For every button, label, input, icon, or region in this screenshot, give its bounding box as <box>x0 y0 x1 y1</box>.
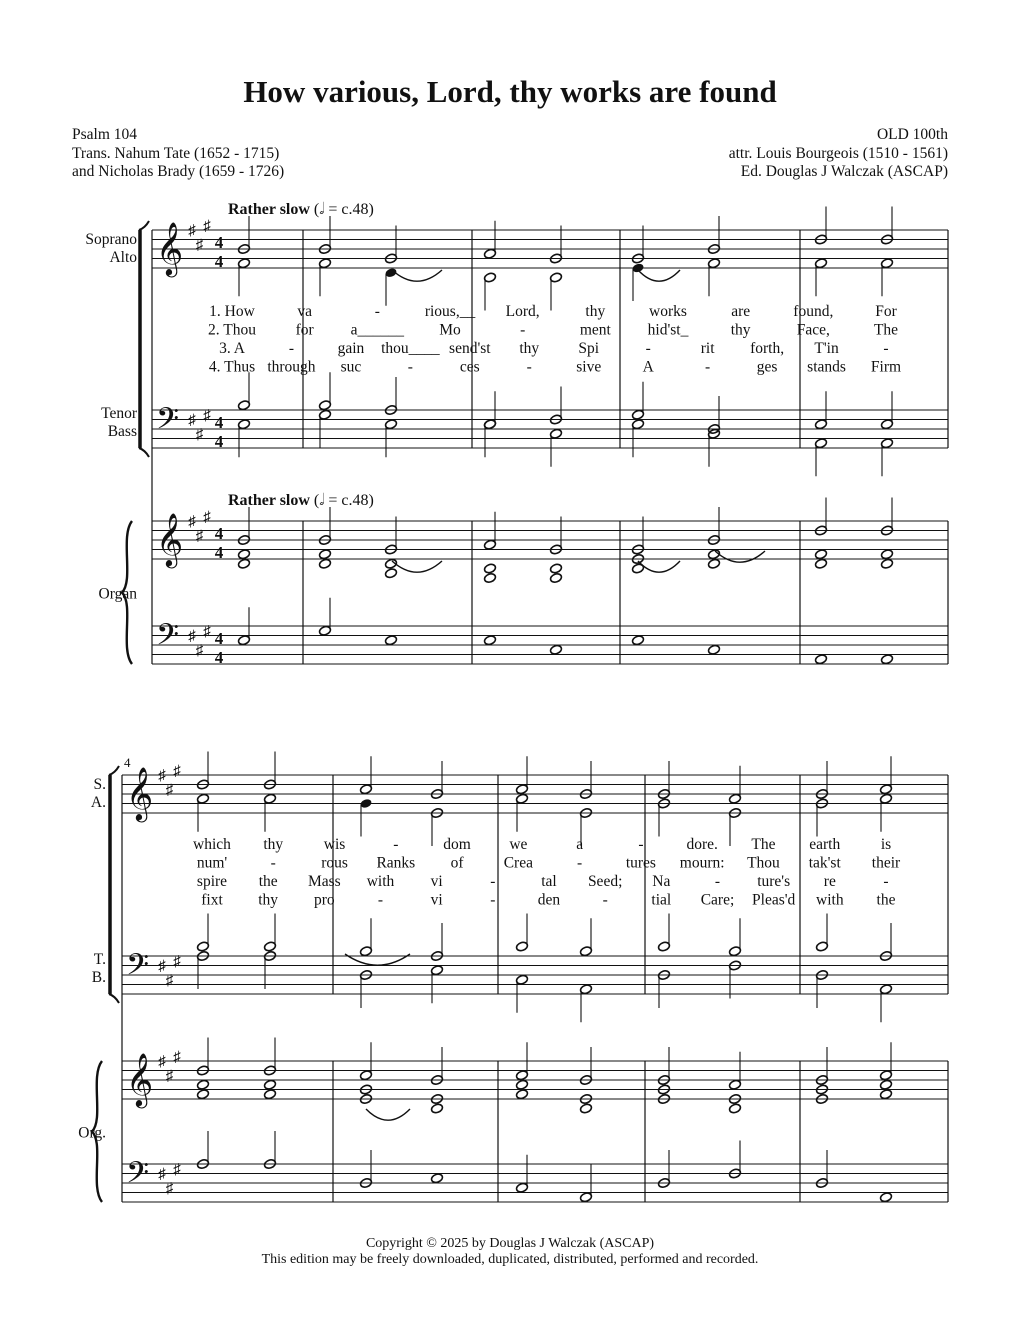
lyric-syllable: 2. Thou <box>208 321 256 339</box>
sharp-icon: ♯ <box>165 972 174 989</box>
half-note <box>430 1173 443 1184</box>
lyric-syllable: Lord, <box>505 303 540 320</box>
time-signature-top: 4 <box>214 233 224 252</box>
lyric-syllable: - <box>645 340 651 357</box>
lyric-syllable: Mass <box>307 873 341 890</box>
lyric-syllable: - <box>520 321 526 339</box>
lyric-syllable: - <box>577 854 583 872</box>
lyric-syllable: - <box>288 340 295 357</box>
lyric-syllable: - <box>490 891 496 909</box>
lyric-syllable: spire <box>196 873 228 890</box>
lyric-syllable: with <box>816 891 844 909</box>
lyric-syllable: Pleas'd <box>752 891 796 909</box>
lyric-syllable: A <box>642 358 654 376</box>
lyric-syllable: stands <box>807 358 846 376</box>
time-signature-top: 4 <box>214 413 224 432</box>
half-note <box>707 558 720 569</box>
lyric-syllable: suc <box>340 358 362 376</box>
half-note <box>263 1089 276 1100</box>
slur <box>392 561 442 572</box>
copyright-footer <box>0 1236 1020 1268</box>
half-note <box>237 549 250 560</box>
lyric-syllable: Mo <box>439 321 461 339</box>
copyright-line: Copyright © 2025 by Douglas J Walczak (ASCAP) <box>365 1236 655 1251</box>
lyric-syllable: The <box>873 321 899 339</box>
sharp-icon: ♯ <box>195 237 204 254</box>
half-note <box>515 1089 528 1100</box>
tune-name: OLD 100th <box>876 126 948 143</box>
translator-credit-2: and Nicholas Brady (1659 - 1726) <box>72 163 285 180</box>
half-note <box>483 635 496 646</box>
sharp-icon: ♯ <box>188 223 196 239</box>
sharp-icon: ♯ <box>195 642 204 659</box>
lyric-syllable: - <box>638 836 644 853</box>
lyric-syllable: - <box>490 873 496 890</box>
staff-label-alto: Alto <box>109 249 137 266</box>
staff-label-soprano: Soprano <box>85 231 137 248</box>
half-note <box>318 558 331 569</box>
half-note <box>318 549 331 560</box>
treble-clef-icon: 𝄞 <box>156 223 184 275</box>
half-note <box>384 568 397 579</box>
slur <box>392 270 442 281</box>
lyric-syllable: Face, <box>796 321 830 339</box>
slur <box>638 561 680 572</box>
half-note <box>814 549 827 560</box>
sharp-icon: ♯ <box>165 1180 174 1197</box>
sharp-icon: ♯ <box>203 509 211 526</box>
staff-label-organ: Organ <box>98 585 137 603</box>
half-note <box>549 563 562 574</box>
lyric-syllable: rous <box>321 854 348 872</box>
tempo-marking: Rather slow (𝅗𝅥 = c.48) <box>228 201 374 218</box>
half-note <box>579 1103 592 1114</box>
half-note <box>814 654 827 665</box>
license-line: This edition may be freely downloaded, duplicated, distributed, performed and recorded. <box>261 1252 759 1267</box>
lyric-syllable: vi <box>430 891 443 909</box>
half-note <box>515 1079 528 1090</box>
lyric-syllable: fixt <box>201 891 223 909</box>
time-signature-top: 4 <box>214 524 224 543</box>
lyric-syllable: Na <box>652 873 671 890</box>
lyric-syllable: earth <box>809 836 841 853</box>
sharp-icon: ♯ <box>195 528 204 545</box>
lyric-syllable: found, <box>793 303 834 320</box>
bass-clef-icon: 𝄢 <box>126 948 150 989</box>
lyric-syllable: thy <box>585 303 606 320</box>
lyric-syllable: T'in <box>814 340 839 357</box>
lyric-syllable: through <box>267 358 316 376</box>
lyric-syllable: ces <box>459 358 480 376</box>
half-note <box>879 1079 892 1090</box>
lyric-syllable: for <box>295 321 314 339</box>
staff-label-organ: Org. <box>78 1124 106 1142</box>
time-signature-bottom: 4 <box>214 543 224 562</box>
bass-clef-icon: 𝄢 <box>156 618 180 659</box>
bracket-hook <box>139 448 149 457</box>
staff-label-tenor: Tenor <box>101 405 137 422</box>
staff-label-bass: B. <box>91 969 106 986</box>
lyric-syllable: - <box>602 891 608 909</box>
sharp-icon: ♯ <box>165 1068 174 1085</box>
sharp-icon: ♯ <box>188 514 196 530</box>
lyric-syllable: - <box>374 303 380 320</box>
lyric-syllable: are <box>731 303 751 320</box>
translator-credit: Trans. Nahum Tate (1652 - 1715) <box>72 144 280 162</box>
lyric-syllable: va <box>297 303 312 320</box>
half-note <box>263 1079 276 1090</box>
half-note <box>707 644 720 655</box>
lyric-syllable: wis <box>323 836 346 853</box>
lyric-syllable: The <box>751 836 776 853</box>
lyric-syllable: we <box>509 836 528 853</box>
sharp-icon: ♯ <box>203 623 211 640</box>
lyric-syllable: 1. How <box>209 303 255 320</box>
lyric-syllable: 4. Thus <box>208 358 256 376</box>
lyric-syllable: hid'st_ <box>647 321 689 339</box>
page-title: How various, Lord, thy works are found <box>243 74 777 109</box>
lyric-syllable: dom <box>443 836 471 853</box>
half-note <box>549 572 562 583</box>
half-note <box>879 1089 892 1100</box>
lyric-syllable: vi <box>430 873 443 890</box>
bracket-hook <box>109 766 119 775</box>
time-signature-bottom: 4 <box>214 432 224 451</box>
composer-credit: attr. Louis Bourgeois (1510 - 1561) <box>728 144 948 162</box>
half-note <box>237 558 250 569</box>
staff-label-bass: Bass <box>107 423 137 440</box>
lyric-syllable: - <box>705 358 711 376</box>
lyric-syllable: - <box>393 836 399 853</box>
sharp-icon: ♯ <box>203 407 211 424</box>
lyric-syllable: mourn: <box>679 854 725 872</box>
lyric-syllable: - <box>714 873 721 890</box>
lyric-syllable: - <box>377 891 384 909</box>
lyric-syllable: For <box>875 303 897 320</box>
tempo-marking: Rather slow (𝅗𝅥 = c.48) <box>228 492 374 509</box>
sharp-icon: ♯ <box>158 958 166 975</box>
lyric-syllable: their <box>871 854 901 872</box>
half-note <box>728 1103 741 1114</box>
half-note <box>196 1079 209 1090</box>
time-signature-bottom: 4 <box>214 252 224 271</box>
lyric-syllable: thy <box>730 321 751 339</box>
lyric-syllable: dore. <box>686 836 718 853</box>
lyric-syllable: a <box>576 836 584 853</box>
lyric-syllable: sive <box>576 358 602 376</box>
sharp-icon: ♯ <box>173 1049 181 1066</box>
lyric-syllable: - <box>526 358 532 376</box>
sharp-icon: ♯ <box>188 628 196 645</box>
bracket-hook <box>139 221 149 230</box>
lyric-syllable: 3. A <box>219 340 245 357</box>
treble-clef-icon: 𝄞 <box>126 768 154 820</box>
lyric-syllable: Care; <box>700 891 735 909</box>
lyric-syllable: the <box>876 891 896 909</box>
bass-clef-icon: 𝄢 <box>126 1156 150 1197</box>
lyric-syllable: pro <box>313 891 335 909</box>
lyric-syllable: tial <box>651 891 672 909</box>
half-note <box>880 558 893 569</box>
lyric-syllable: Ranks <box>376 854 416 872</box>
lyric-syllable: forth, <box>750 340 785 357</box>
lyric-syllable: works <box>649 303 687 320</box>
bracket-hook <box>109 994 119 1003</box>
lyric-syllable: with <box>366 873 395 890</box>
half-note <box>880 654 893 665</box>
time-signature-top: 4 <box>214 629 224 648</box>
lyric-syllable: re <box>823 873 836 890</box>
lyric-syllable: tal <box>541 873 557 890</box>
lyric-syllable: gain <box>337 340 365 357</box>
staff-label-alto: A. <box>90 794 106 811</box>
lyric-syllable: thy <box>258 891 279 909</box>
lyric-syllable: rit <box>700 340 715 357</box>
half-note <box>814 558 827 569</box>
measure-number: 4 <box>124 755 131 770</box>
half-note <box>549 644 562 655</box>
half-note <box>384 635 397 646</box>
half-note <box>196 1089 209 1100</box>
lyric-syllable: of <box>450 854 464 872</box>
lyric-syllable: a______ <box>350 321 405 339</box>
lyric-syllable: ment <box>579 321 611 339</box>
lyric-syllable: tures <box>625 854 656 872</box>
lyric-syllable: Crea <box>503 854 533 872</box>
editor-credit: Ed. Douglas J Walczak (ASCAP) <box>740 163 948 180</box>
bass-clef-icon: 𝄢 <box>156 402 180 443</box>
slur <box>366 1109 410 1120</box>
sharp-icon: ♯ <box>188 412 196 429</box>
lyric-syllable: rious,__ <box>424 303 476 320</box>
lyric-syllable: is <box>880 836 892 853</box>
lyric-syllable: send'st <box>449 340 491 357</box>
lyric-syllable: - <box>407 358 413 376</box>
time-signature-bottom: 4 <box>214 648 224 667</box>
lyric-syllable: - <box>883 340 889 357</box>
sharp-icon: ♯ <box>173 763 181 780</box>
lyric-syllable: ges <box>756 358 778 376</box>
staff-label-tenor: T. <box>93 951 106 968</box>
treble-clef-icon: 𝄞 <box>156 514 184 566</box>
lyric-syllable: den <box>537 891 561 909</box>
lyric-syllable: which <box>193 836 231 853</box>
lyric-syllable: the <box>258 873 278 890</box>
slur <box>715 551 765 562</box>
staff-label-soprano: S. <box>93 776 106 793</box>
psalm-reference: Psalm 104 <box>72 126 138 143</box>
half-note <box>483 563 496 574</box>
lyric-syllable: Seed; <box>587 873 623 890</box>
lyric-syllable: Spi <box>578 340 600 357</box>
lyric-syllable: thy <box>519 340 540 357</box>
sharp-icon: ♯ <box>158 768 166 784</box>
half-note <box>631 635 644 646</box>
sharp-icon: ♯ <box>173 953 181 970</box>
treble-clef-icon: 𝄞 <box>126 1054 154 1106</box>
sharp-icon: ♯ <box>158 1166 166 1183</box>
lyric-syllable: tak'st <box>808 854 841 872</box>
half-note <box>880 549 893 560</box>
slur <box>638 270 680 281</box>
system-1 <box>85 201 948 667</box>
sharp-icon: ♯ <box>203 218 211 235</box>
half-note <box>430 1103 443 1114</box>
lyric-syllable: - <box>270 854 276 872</box>
sharp-icon: ♯ <box>173 1161 181 1178</box>
lyric-syllable: ture's <box>757 873 791 890</box>
sharp-icon: ♯ <box>165 782 174 799</box>
lyric-syllable: num' <box>196 854 228 872</box>
sharp-icon: ♯ <box>158 1054 166 1070</box>
half-note <box>483 572 496 583</box>
lyric-syllable: thou____ <box>381 340 440 357</box>
lyric-syllable: thy <box>263 836 284 853</box>
system-2 <box>78 752 948 1203</box>
sharp-icon: ♯ <box>195 426 204 443</box>
lyric-syllable: Thou <box>747 854 780 872</box>
lyric-syllable: Firm <box>870 358 902 376</box>
lyric-syllable: - <box>883 873 889 890</box>
half-note <box>879 1192 892 1203</box>
